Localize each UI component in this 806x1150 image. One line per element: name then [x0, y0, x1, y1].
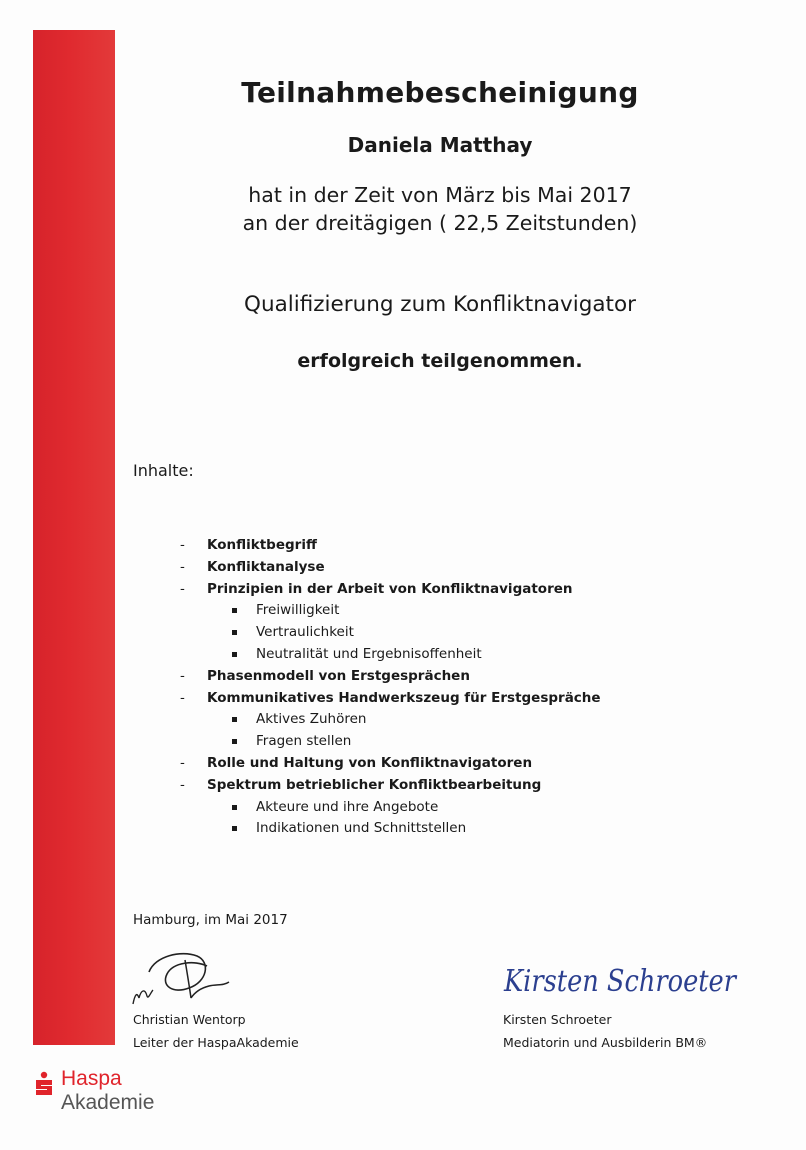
signature-right-handwriting: Kirsten Schroeter — [503, 964, 738, 999]
contents-item-text: Rolle und Haltung von Konfliktnavigatoren — [207, 754, 533, 771]
contents-item-text: Vertraulichkeit — [256, 624, 354, 641]
signer-left-name: Christian Wentorp — [133, 1012, 246, 1027]
participant-name: Daniela Matthay — [347, 133, 533, 157]
course-title: Qualifizierung zum Konfliktnavigator — [244, 292, 636, 317]
result-text: erfolgreich teilgenommen. — [297, 350, 583, 372]
contents-subitem — [0, 600, 806, 622]
logo-line-1: Haspa — [61, 1067, 122, 1090]
contents-item-text: Fragen stellen — [256, 733, 352, 750]
contents-item-text: Freiwilligkeit — [256, 602, 340, 619]
contents-label: Inhalte: — [133, 461, 194, 480]
period-line: hat in der Zeit von März bis Mai 2017 — [248, 183, 632, 207]
contents-item-text: Prinzipien in der Arbeit von Konfliktnavigatoren — [207, 580, 573, 597]
square-bullet-icon — [232, 739, 237, 744]
contents-item — [0, 666, 806, 688]
contents-subitem — [0, 731, 806, 753]
dash-bullet: - — [180, 689, 185, 706]
contents-subitem — [0, 797, 806, 819]
dash-bullet: - — [180, 754, 185, 771]
dash-bullet: - — [180, 776, 185, 793]
dash-bullet: - — [180, 558, 185, 575]
contents-list — [0, 535, 806, 840]
duration-line: an der dreitägigen ( 22,5 Zeitstunden) — [242, 211, 638, 235]
square-bullet-icon — [232, 826, 237, 831]
contents-item — [0, 753, 806, 775]
place-date: Hamburg, im Mai 2017 — [133, 912, 288, 928]
contents-subitem — [0, 709, 806, 731]
contents-item-text: Akteure und ihre Angebote — [256, 798, 439, 815]
dash-bullet: - — [180, 537, 185, 553]
dash-bullet: - — [180, 667, 185, 684]
square-bullet-icon — [232, 717, 237, 722]
contents-item-text: Kommunikatives Handwerkszeug für Erstgespräche — [207, 689, 601, 706]
contents-item — [0, 557, 806, 579]
contents-item — [0, 579, 806, 601]
signer-right-name: Kirsten Schroeter — [503, 1012, 612, 1027]
contents-item-text: Spektrum betrieblicher Konfliktbearbeitung — [207, 776, 542, 793]
signer-left-role: Leiter der HaspaAkademie — [133, 1035, 299, 1050]
contents-subitem — [0, 622, 806, 644]
contents-item-text: Aktives Zuhören — [256, 711, 367, 728]
certificate-title: Teilnahmebescheinigung — [241, 76, 639, 109]
contents-item-text: Konfliktanalyse — [207, 558, 325, 575]
contents-item-text: Indikationen und Schnittstellen — [256, 820, 467, 837]
signature-right — [500, 955, 750, 1005]
contents-item-text: Neutralität und Ergebnisoffenheit — [256, 645, 482, 662]
contents-item-text: Konfliktbegriff — [207, 537, 317, 553]
signature-left — [125, 942, 240, 1012]
contents-subitem — [0, 818, 806, 840]
contents-item — [0, 688, 806, 710]
sparkasse-s-icon — [33, 1071, 55, 1095]
square-bullet-icon — [232, 805, 237, 810]
contents-subitem — [0, 644, 806, 666]
square-bullet-icon — [232, 652, 237, 657]
contents-item-text: Phasenmodell von Erstgesprächen — [207, 667, 470, 684]
dash-bullet: - — [180, 580, 185, 597]
contents-item — [0, 775, 806, 797]
square-bullet-icon — [232, 630, 237, 635]
logo-line-2: Akademie — [61, 1091, 155, 1114]
square-bullet-icon — [232, 608, 237, 613]
contents-item — [0, 535, 806, 557]
haspa-akademie-logo — [33, 1063, 203, 1123]
signer-right-role: Mediatorin und Ausbilderin BM® — [503, 1035, 708, 1050]
